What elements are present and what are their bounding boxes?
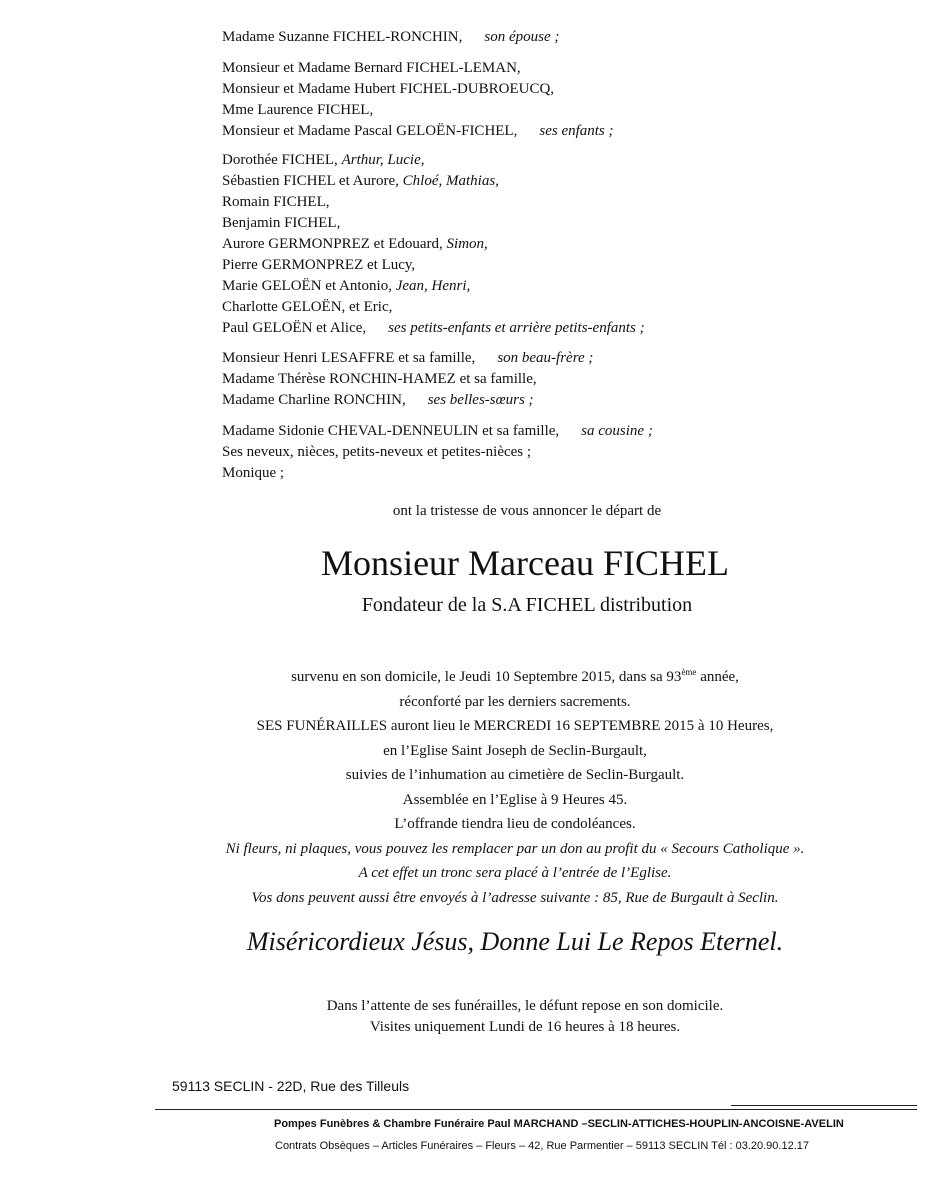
in-law-line: Madame Thérèse RONCHIN-HAMEZ et sa famille, [222, 371, 537, 387]
child-line: Monsieur et Madame Bernard FICHEL-LEMAN, [222, 60, 521, 76]
donation-line: Vos dons peuvent aussi être envoyés à l’adresse suivante : 85, Rue de Burgault à Seclin. [251, 889, 779, 906]
funeral-details [0, 665, 947, 910]
family-in-laws [222, 348, 593, 411]
grandchild-line: Dorothée FICHEL, Arthur, Lucie, [222, 152, 425, 168]
detail-line: en l’Eglise Saint Joseph de Seclin-Burgault, [383, 742, 647, 759]
grandchild-line: Benjamin FICHEL, [222, 215, 341, 231]
footer-rule [155, 1109, 917, 1110]
family-grandchildren [222, 150, 645, 339]
footer-company: Pompes Funèbres & Chambre Funéraire Paul MARCHAND –SECLIN-ATTICHES-HOUPLIN-ANCOISNE-AVELIN [274, 1118, 844, 1130]
other-line: Madame Sidonie CHEVAL-DENNEULIN et sa famille, sa cousine ; [222, 423, 653, 439]
visit-line: Dans l’attente de ses funérailles, le défunt repose en son domicile. [326, 998, 724, 1014]
footer-details: Contrats Obsèques – Articles Funéraires – Fleurs – 42, Rue Parmentier – 59113 SECLIN Tél : 03.20.90.12.17 [275, 1140, 809, 1152]
detail-line: Assemblée en l’Eglise à 9 Heures 45. [402, 791, 628, 808]
child-line: Monsieur et Madame Hubert FICHEL-DUBROEUCQ, [222, 81, 555, 97]
grandchild-line: Pierre GERMONPREZ et Lucy, [222, 257, 416, 273]
detail-line: réconforté par les derniers sacrements. [399, 693, 631, 710]
footer-rule-accent [731, 1105, 917, 1106]
grandchild-line: Charlotte GELOËN, et Eric, [222, 299, 393, 315]
announcement-intro: ont la tristesse de vous annoncer le départ de [392, 503, 662, 519]
detail-line: L’offrande tiendra lieu de condoléances. [394, 816, 636, 832]
prayer: Miséricordieux Jésus, Donne Lui Le Repos Eternel. [246, 927, 784, 956]
donation-line: Ni fleurs, ni plaques, vous pouvez les remplacer par un don au profit du « Secours Catholique ». [225, 840, 805, 857]
family-others [222, 421, 653, 484]
in-law-line: Monsieur Henri LESAFFRE et sa famille, son beau-frère ; [222, 350, 594, 366]
family-address: 59113 SECLIN - 22D, Rue des Tilleuls [172, 1078, 410, 1094]
deceased-title: Fondateur de la S.A FICHEL distribution [361, 594, 693, 616]
child-line: Mme Laurence FICHEL, [222, 102, 374, 118]
ordinal-suffix: ème [681, 667, 697, 677]
child-line [222, 121, 614, 142]
other-line: Monique ; [222, 465, 285, 481]
other-line: Ses neveux, nièces, petits-neveux et petites-nièces ; [222, 444, 532, 460]
spouse-relation: son épouse ; [484, 29, 560, 45]
grandchild-line: Sébastien FICHEL et Aurore, Chloé, Mathias, [222, 173, 499, 189]
family-children [222, 58, 614, 142]
family-spouse [222, 27, 559, 48]
spouse-name: Madame Suzanne FICHEL-RONCHIN, [222, 29, 463, 45]
grandchild-line: Romain FICHEL, [222, 194, 330, 210]
detail-line: SES FUNÉRAILLES auront lieu le MERCREDI 16 SEPTEMBRE 2015 à 10 Heures, [256, 718, 774, 734]
grandchild-line: Marie GELOËN et Antonio, Jean, Henri, [222, 278, 471, 294]
deceased-name: Monsieur Marceau FICHEL [321, 543, 729, 583]
visit-info [0, 996, 947, 1038]
death-line: survenu en son domicile, le Jeudi 10 Septembre 2015, dans sa 93ème année, [291, 667, 739, 685]
grandchild-line: Aurore GERMONPREZ et Edouard, Simon, [222, 236, 488, 252]
donation-line: A cet effet un tronc sera placé à l’entrée de l’Eglise. [358, 865, 672, 881]
children-relation: ses enfants ; [539, 123, 614, 139]
child-line-name: Monsieur et Madame Pascal GELOËN-FICHEL, [222, 123, 518, 139]
visit-line: Visites uniquement Lundi de 16 heures à 18 heures. [369, 1019, 681, 1035]
grandchildren-relation: ses petits-enfants et arrière petits-enfants ; [388, 320, 645, 336]
detail-line: suivies de l’inhumation au cimetière de Seclin-Burgault. [345, 767, 685, 783]
grandchild-line: Paul GELOËN et Alice, ses petits-enfants et arrière petits-enfants ; [222, 320, 645, 336]
in-law-line: Madame Charline RONCHIN, ses belles-sœurs ; [222, 392, 534, 408]
